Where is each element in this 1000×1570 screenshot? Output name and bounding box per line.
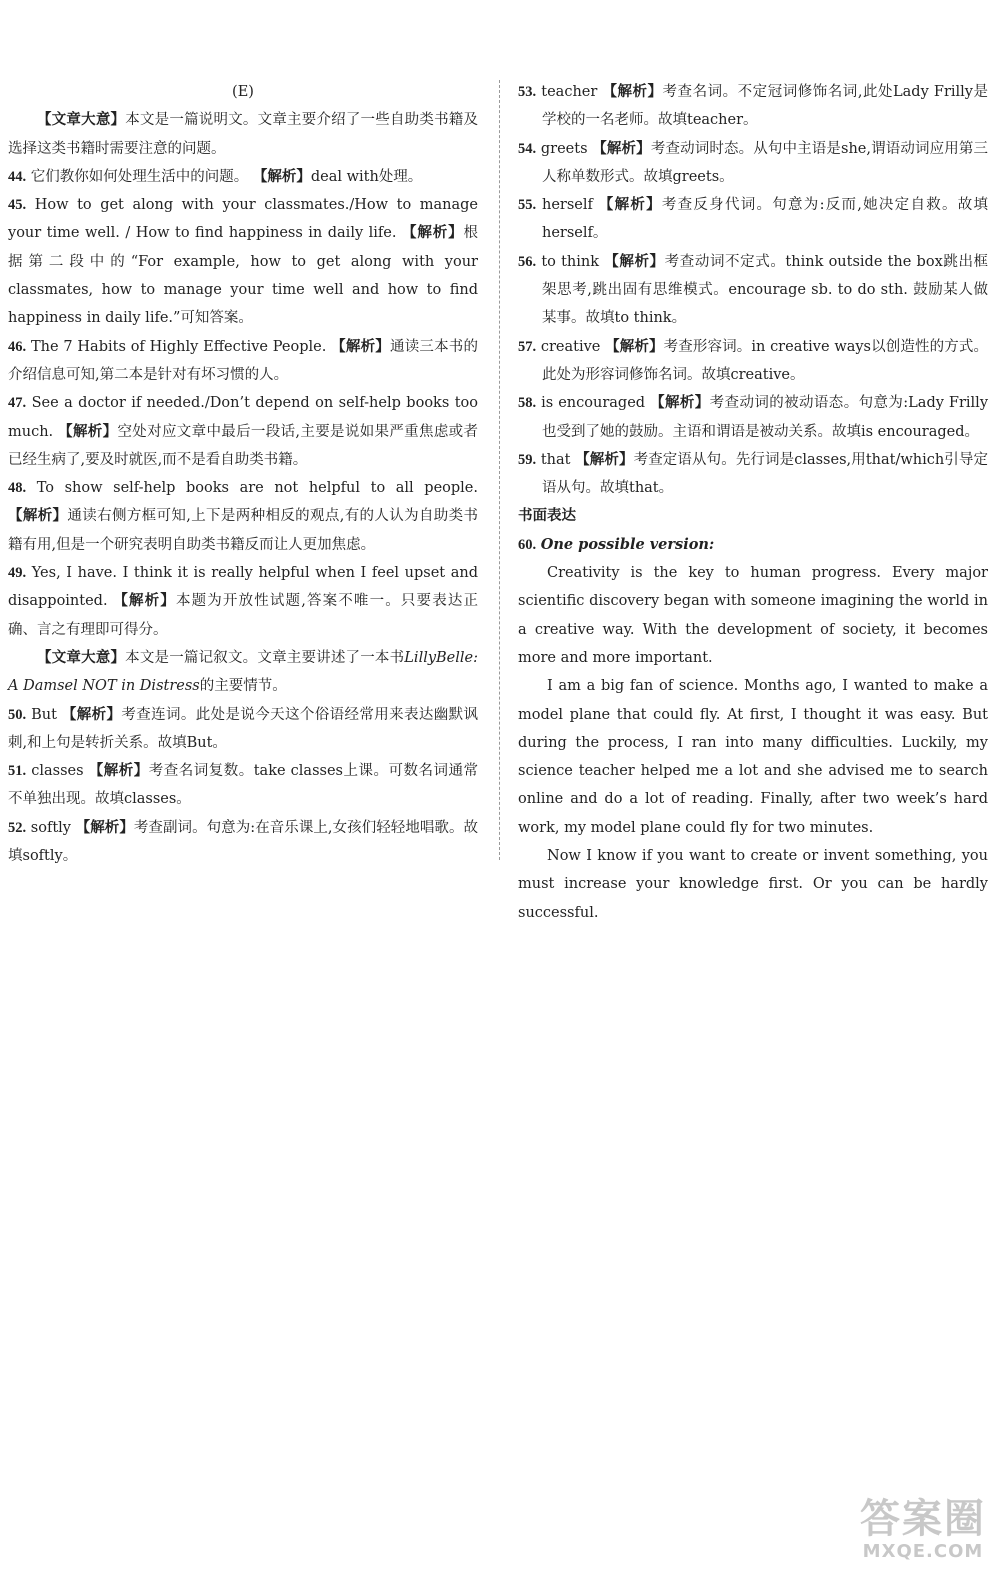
essay-label: 60. One possible version: xyxy=(518,535,715,553)
answer-item-59: 59. that 【解析】考查定语从句。先行词是classes,用that/which引导定语从句。故填that。 xyxy=(518,450,989,497)
answer-item-48: 48. To show self-help books are not helpful to all people. 【解析】通读右侧方框可知,上下是两种相反的观点,有的人认为自助类书籍有用,但是一个研究表明自助类书籍反而让人更加焦虑。 xyxy=(8,480,479,553)
answer-item-54: 54. greets 【解析】考查动词时态。从句中主语是she,谓语动词应用第三人称单数形式。故填greets。 xyxy=(518,139,989,185)
answer-item-51: 51. classes 【解析】考查名词复数。take classes上课。可数名词通常不单独出现。故填classes。 xyxy=(8,762,479,808)
writing-section-title: 书面表达 xyxy=(518,507,576,525)
answer-item-50: 50. But 【解析】考查连词。此处是说今天这个俗语经常用来表达幽默讽刺,和上句是转折关系。故填But。 xyxy=(8,705,479,751)
section-heading-e: (E) xyxy=(232,84,254,100)
left-column xyxy=(8,78,478,870)
essay-paragraph-3: Now I know if you want to create or invent something, you must increase your knowledge first. Or you can be hardly successful. xyxy=(518,848,988,921)
answer-item-44: 44. 它们教你如何处理生活中的问题。 【解析】deal with处理。 xyxy=(8,167,423,185)
answer-item-49: 49. Yes, I have. I think it is really helpful when I feel upset and disappointed. 【解析】本题为开放性试题,答案不唯一。只要表达正确、言之有理即可得分。 xyxy=(8,565,479,638)
summary-paragraph-2: 【文章大意】本文是一篇记叙文。文章主要讲述了一本书LillyBelle: A Damsel NOT in Distress的主要情节。 xyxy=(8,648,479,695)
essay-paragraph-2: I am a big fan of science. Months ago, I wanted to make a model plane that could fly. At first, I thought it was easy. But during the process, I ran into many difficulties. Luckily, my science teacher helped me a lot and she advised me to search online and do a lot of reading. Finally, after two week’s hard work, my model plane could fly for two minutes. xyxy=(518,678,988,836)
answer-item-46: 46. The 7 Habits of Highly Effective People. 【解析】通读三本书的介绍信息可知,第二本是针对有坏习惯的人。 xyxy=(8,337,479,383)
answer-item-57: 57. creative 【解析】考查形容词。in creative ways以创造性的方式。此处为形容词修饰名词。故填creative。 xyxy=(518,337,988,383)
summary-tag: 【文章大意】 xyxy=(37,111,126,129)
answer-item-56: 56. to think 【解析】考查动词不定式。think outside the box跳出框架思考,跳出固有思维模式。encourage sb. to do sth. 鼓励某人做某事。故填to think。 xyxy=(518,252,989,327)
answer-item-52: 52. softly 【解析】考查副词。句意为:在音乐课上,女孩们轻轻地唱歌。故填softly。 xyxy=(8,818,479,865)
right-column xyxy=(518,78,988,927)
answer-item-53: 53. teacher 【解析】考查名词。不定冠词修饰名词,此处Lady Frilly是学校的一名老师。故填teacher。 xyxy=(518,83,989,129)
column-divider xyxy=(499,80,500,860)
answer-item-55: 55. herself 【解析】考查反身代词。句意为:反而,她决定自救。故填herself。 xyxy=(518,196,989,242)
answer-item-47: 47. See a doctor if needed./Don’t depend on self-help books too much. 【解析】空处对应文章中最后一段话,主要是说如果严重焦虑或者已经生病了,要及时就医,而不是看自助类书籍。 xyxy=(8,395,479,468)
answer-item-58: 58. is encouraged 【解析】考查动词的被动语态。句意为:Lady Frilly也受到了她的鼓励。主语和谓语是被动关系。故填is encouraged。 xyxy=(518,394,989,440)
summary-text: 本文是一篇说明文。文章主要介绍了一些自助类书籍及选择这类书籍时需要注意的问题。 xyxy=(8,112,479,157)
book-title: LillyBelle: A Damsel NOT in Distress xyxy=(8,649,479,695)
answer-item-45: 45. How to get along with your classmates./How to manage your time well. / How to find happiness in daily life. 【解析】根据第二段中的“For example, how to get along with your classmates, how to manage your time well and how to find happiness in daily life.”可知答案。 xyxy=(8,197,479,327)
summary-paragraph-1 xyxy=(8,106,478,163)
essay-paragraph-1: Creativity is the key to human progress. Every major scientific discovery began with someone imagining the world in a creative way. With the development of society, it becomes more and more important. xyxy=(518,565,988,666)
watermark-logo: 答案圈 MXQE.COM xyxy=(860,1496,986,1562)
